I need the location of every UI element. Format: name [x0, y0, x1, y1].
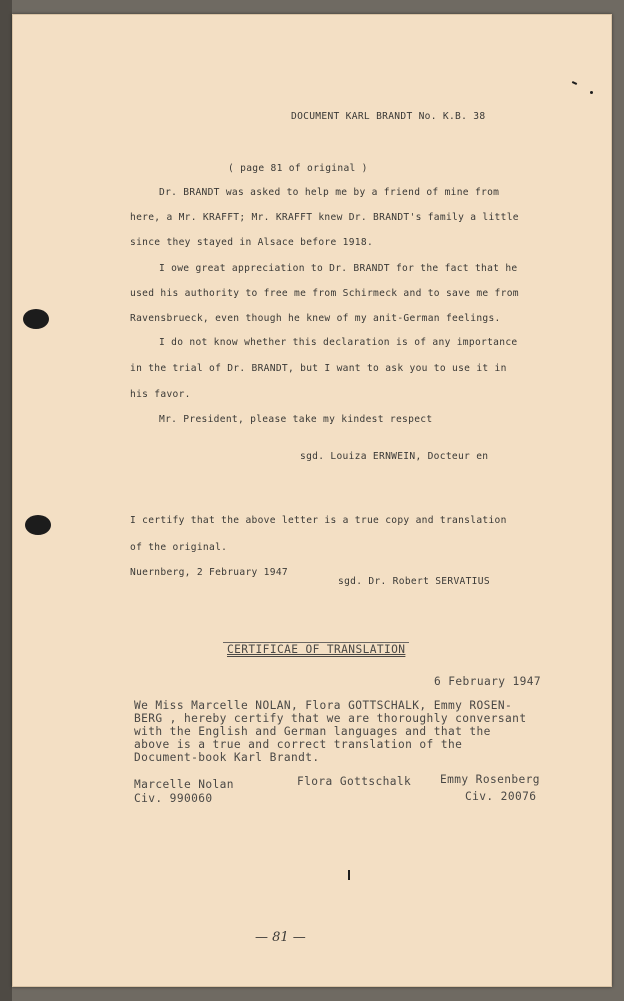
certificate-body-line: We Miss Marcelle NOLAN, Flora GOTTSCHALK, Emmy ROSEN-	[134, 699, 513, 712]
punch-hole-bottom	[25, 515, 51, 535]
translator-id: Civ. 20076	[465, 790, 537, 803]
certificate-body-line: with the English and German languages and that the	[134, 725, 491, 738]
page-note: ( page 81 of original )	[228, 163, 368, 174]
letter-line: since they stayed in Alsace before 1918.	[130, 237, 374, 248]
certifier-signature: sgd. Dr. Robert SERVATIUS	[338, 576, 490, 587]
punch-hole-top	[23, 309, 49, 329]
document-page	[12, 14, 612, 987]
scan-left-edge	[0, 0, 12, 1001]
ink-mark	[572, 81, 577, 85]
ink-mark	[590, 91, 593, 94]
letter-line: used his authority to free me from Schirmeck and to save me from	[130, 288, 519, 299]
document-header: DOCUMENT KARL BRANDT No. K.B. 38	[291, 111, 486, 122]
letter-line: in the trial of Dr. BRANDT, but I want to ask you to use it in	[130, 363, 507, 374]
letter-line: I owe great appreciation to Dr. BRANDT for the fact that he	[159, 263, 518, 274]
translator-name: Marcelle Nolan	[134, 778, 234, 791]
letter-line: I do not know whether this declaration is of any importance	[159, 337, 518, 348]
certificate-body-line: BERG , hereby certify that we are thoroughly conversant	[134, 712, 527, 725]
certify-line: of the original.	[130, 542, 228, 553]
page-folio: — 81 —	[255, 930, 306, 945]
letter-line: Dr. BRANDT was asked to help me by a friend of mine from	[159, 187, 500, 198]
translator-name: Emmy Rosenberg	[440, 773, 540, 786]
place-date: Nuernberg, 2 February 1947	[130, 567, 288, 578]
certificate-date: 6 February 1947	[434, 675, 542, 688]
certificate-body-line: above is a true and correct translation of the	[134, 738, 463, 751]
translator-id: Civ. 990060	[134, 792, 213, 805]
letter-line: his favor.	[130, 389, 191, 400]
letter-line: Mr. President, please take my kindest respect	[159, 414, 433, 425]
certify-line: I certify that the above letter is a true copy and translation	[130, 515, 507, 526]
certificate-body-line: Document-book Karl Brandt.	[134, 751, 320, 764]
ink-mark	[348, 870, 350, 880]
letter-line: here, a Mr. KRAFFT; Mr. KRAFFT knew Dr. BRANDT's family a little	[130, 212, 519, 223]
signature-line: sgd. Louiza ERNWEIN, Docteur en	[300, 451, 489, 462]
letter-line: Ravensbrueck, even though he knew of my anit-German feelings.	[130, 313, 501, 324]
certificate-title: CERTIFICAE OF TRANSLATION	[223, 642, 409, 656]
translator-name: Flora Gottschalk	[297, 775, 412, 788]
